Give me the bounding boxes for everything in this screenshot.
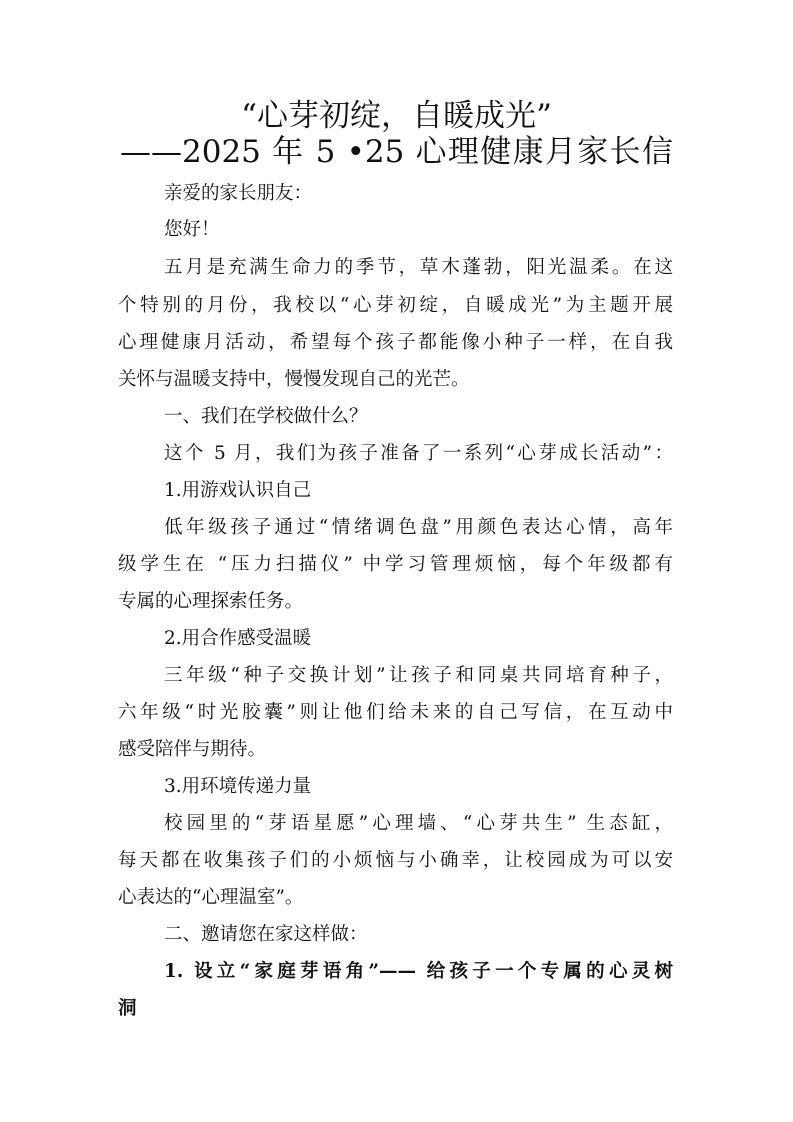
paragraph-line: 2.用合作感受温暖: [164, 628, 312, 649]
paragraph-line: 六年级“时光胶囊”则让他们给未来的自己写信，在互动中: [118, 702, 673, 723]
paragraph-line: 二、邀请您在家这样做：: [164, 924, 368, 945]
paragraph-line: 一、我们在学校做什么？: [164, 406, 368, 427]
paragraph-line: 校园里的“芽语星愿”心理墙、“心芽共生” 生态缸，: [164, 813, 673, 834]
paragraph-line: 专属的心理探索任务。: [118, 591, 304, 612]
paragraph-line: 您好！: [164, 219, 220, 240]
paragraph-line: 三年级“种子交换计划”让孩子和同桌共同培育种子，: [164, 665, 673, 686]
paragraph-line: 低年级孩子通过“情绪调色盘”用颜色表达心情，高年: [164, 517, 673, 538]
paragraph-line: 这个 5 月，我们为孩子准备了一系列“心芽成长活动”：: [164, 443, 673, 464]
paragraph-line: 心表达的“心理温室”。: [118, 887, 304, 908]
paragraph-line: 五月是充满生命力的季节，草木蓬勃，阳光温柔。在这: [164, 257, 673, 278]
paragraph-line: 每天都在收集孩子们的小烦恼与小确幸，让校园成为可以安: [118, 850, 673, 871]
paragraph-line: 洞: [118, 998, 137, 1019]
paragraph-line: 3.用环境传递力量: [164, 776, 312, 797]
paragraph-line: 关怀与温暖支持中，慢慢发现自己的光芒。: [118, 369, 470, 390]
paragraph-line: 个特别的月份，我校以“心芽初绽，自暖成光”为主题开展: [118, 295, 673, 316]
paragraph-line: 感受陪伴与期待。: [118, 739, 267, 760]
paragraph-line: 1.用游戏认识自己: [164, 480, 312, 501]
title-line-1: “心芽初绽，自暖成光”: [241, 98, 552, 134]
paragraph-line: 心理健康月活动，希望每个孩子都能像小种子一样，在自我: [118, 332, 673, 353]
paragraph-line: 1. 设立“家庭芽语角”—— 给孩子一个专属的心灵树: [164, 961, 673, 982]
paragraph-line: 级学生在 “压力扫描仪” 中学习管理烦恼，每个年级都有: [118, 554, 673, 575]
title-line-2: ——2025 年 5 •25 心理健康月家长信: [120, 134, 673, 170]
paragraph-line: 亲爱的家长朋友：: [164, 183, 313, 204]
